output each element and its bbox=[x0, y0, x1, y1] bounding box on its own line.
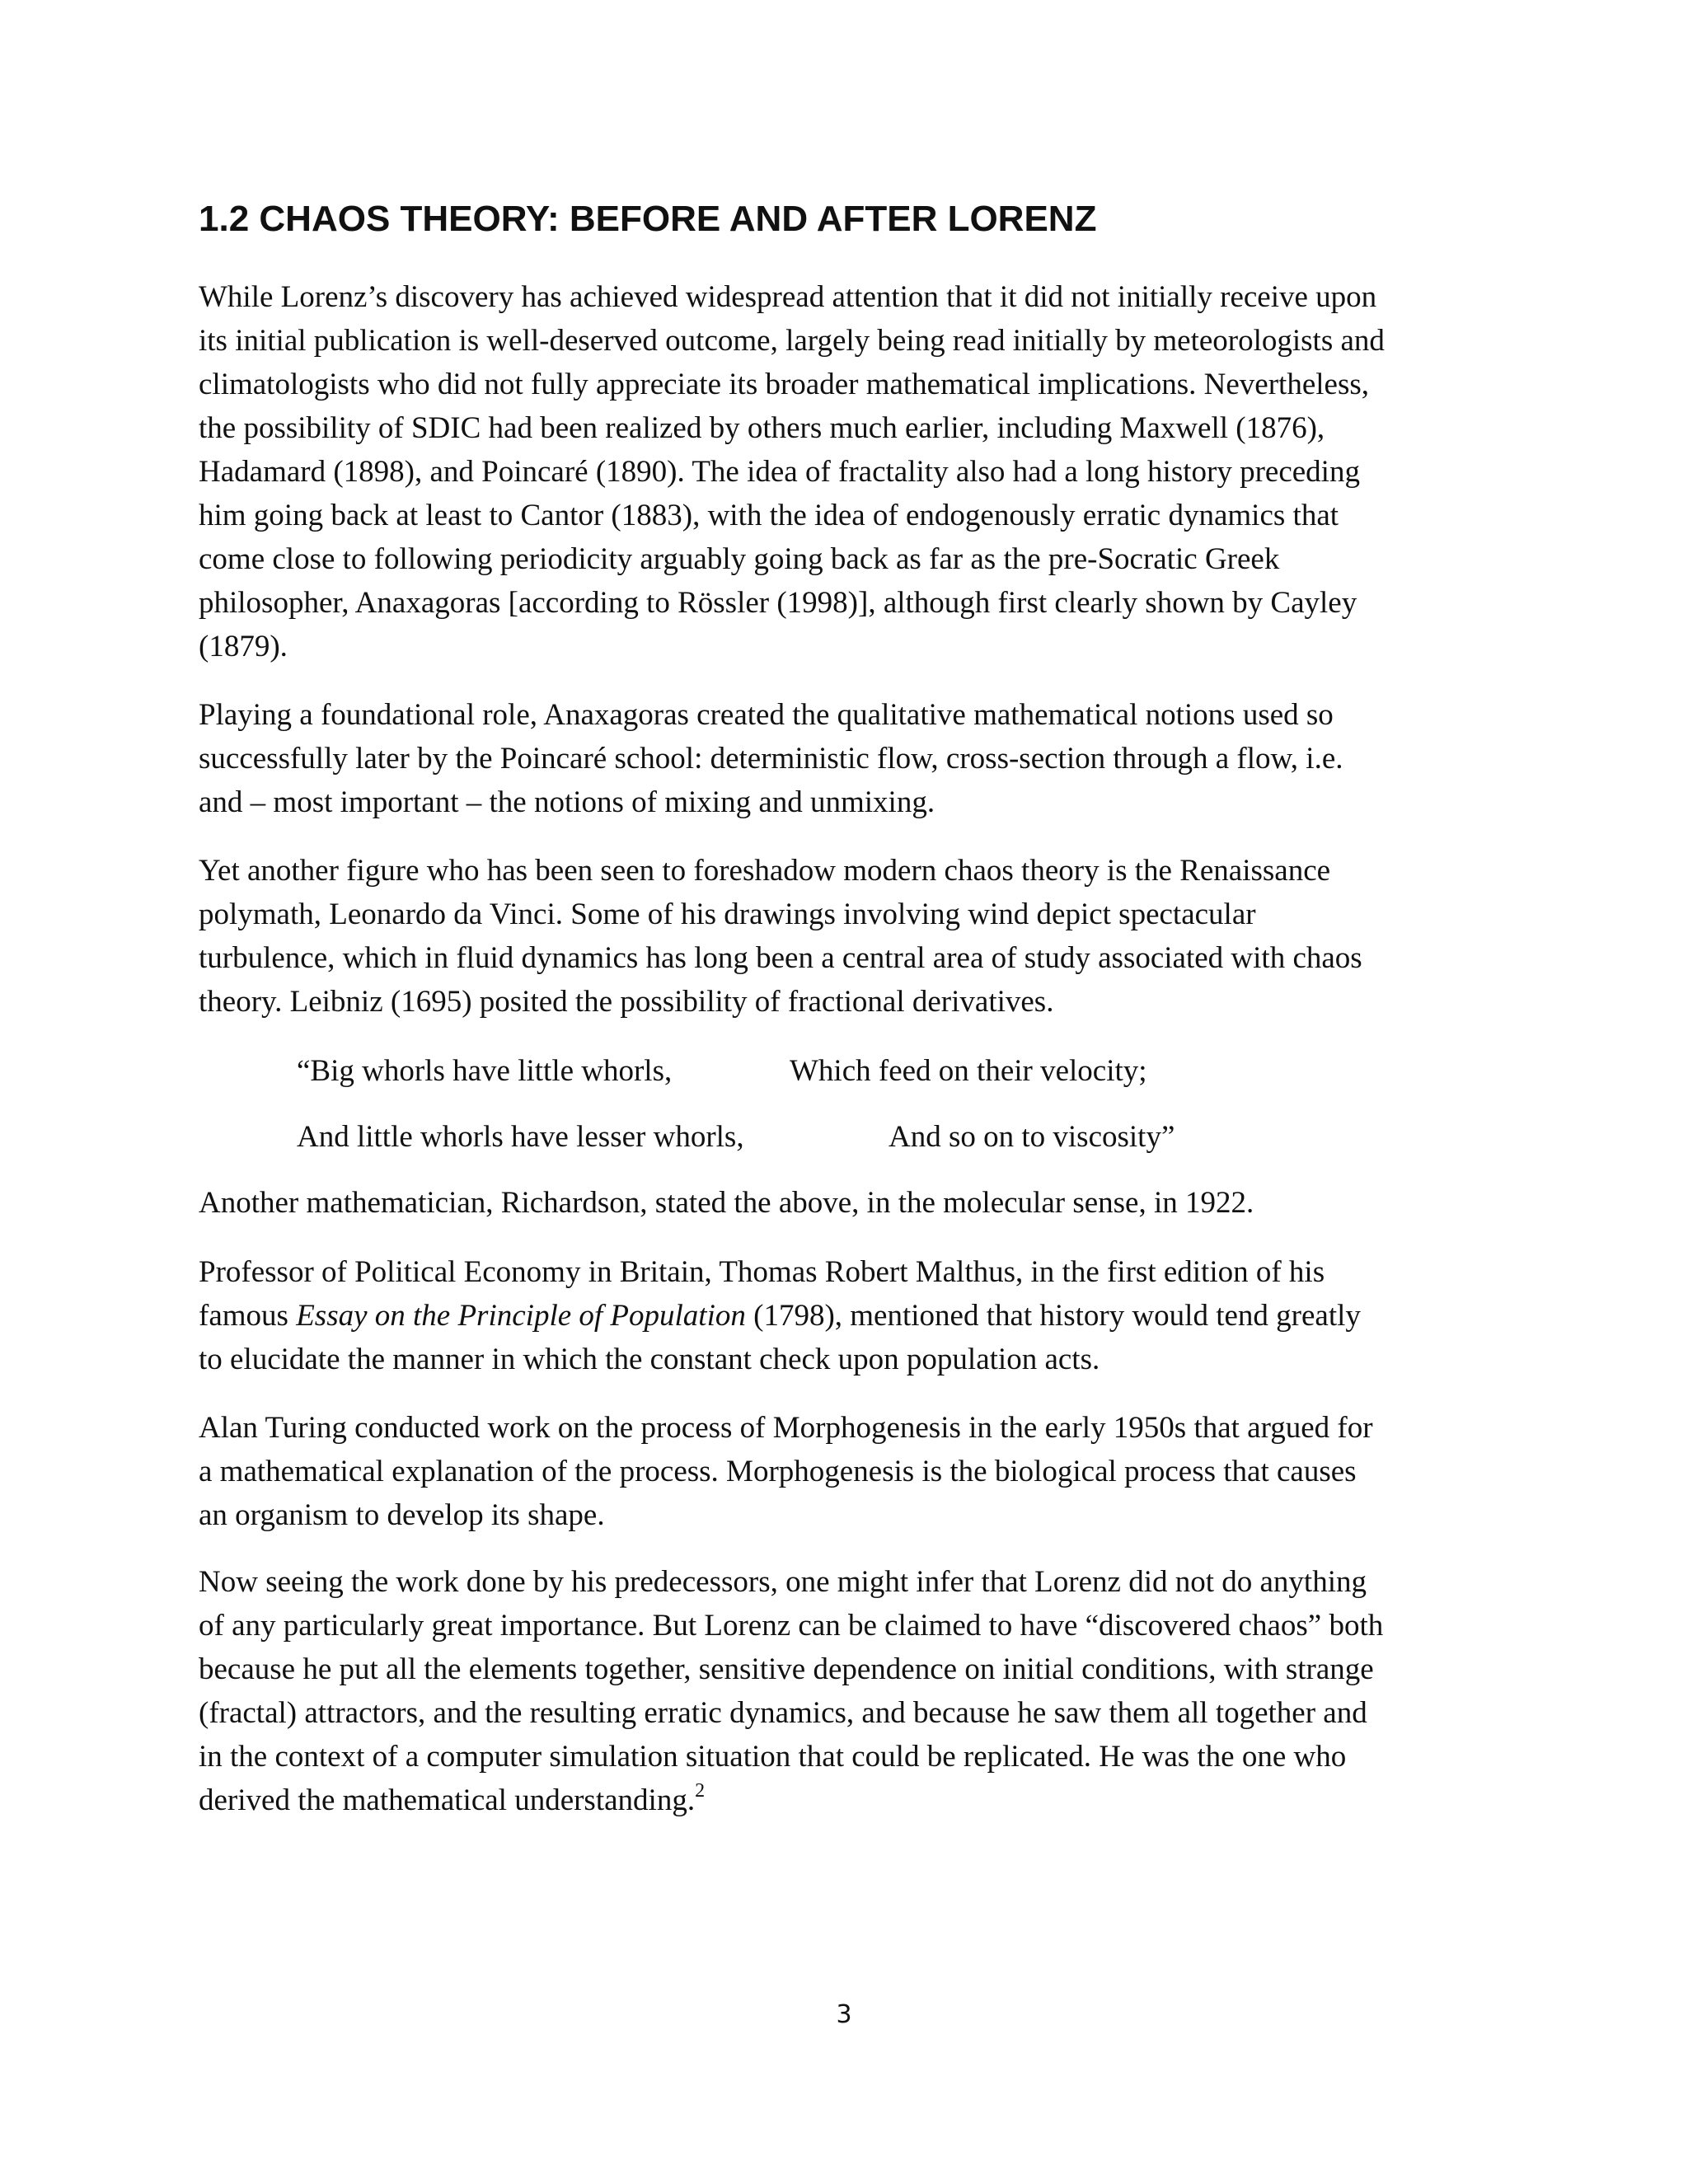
text-line: come close to following periodicity arguably going back as far as the pre-Socratic Greek bbox=[199, 542, 1280, 576]
text-line: him going back at least to Cantor (1883), with the idea of endogenously erratic dynamics that bbox=[199, 499, 1339, 532]
text-line: a mathematical explanation of the process. Morphogenesis is the biological process that causes bbox=[199, 1455, 1357, 1488]
poem-line-1-right: Which feed on their velocity; bbox=[790, 1054, 1147, 1088]
footnote-marker[interactable]: 2 bbox=[695, 1780, 706, 1802]
book-title: Essay on the Principle of Population bbox=[296, 1299, 746, 1333]
text-line: because he put all the elements together, sensitive dependence on initial conditions, with strange bbox=[199, 1652, 1374, 1686]
text-line: (1879). bbox=[199, 630, 288, 663]
text-line: the possibility of SDIC had been realized by others much earlier, including Maxwell (1876), bbox=[199, 411, 1325, 445]
paragraph-richardson bbox=[199, 1181, 1493, 1225]
text-line: Professor of Political Economy in Britain, Thomas Robert Malthus, in the first edition of his bbox=[199, 1255, 1325, 1289]
paragraph-da-vinci bbox=[199, 849, 1493, 1024]
text-line: to elucidate the manner in which the constant check upon population acts. bbox=[199, 1343, 1100, 1376]
text-line: an organism to develop its shape. bbox=[199, 1498, 605, 1532]
text-segment: famous bbox=[199, 1299, 297, 1333]
text-line bbox=[199, 1779, 1493, 1822]
text-segment: derived the mathematical understanding. bbox=[199, 1783, 696, 1817]
text-segment: (1798), mentioned that history would tend greatly bbox=[745, 1299, 1361, 1333]
text-line: climatologists who did not fully appreciate its broader mathematical implications. Nevertheless, bbox=[199, 368, 1370, 401]
text-line: in the context of a computer simulation situation that could be replicated. He was the one who bbox=[199, 1740, 1347, 1774]
page-number: 3 bbox=[836, 2000, 852, 2029]
text-line: successfully later by the Poincaré school: deterministic flow, cross-section through a flow, i.e. bbox=[199, 742, 1343, 776]
paragraph-lorenz-contribution bbox=[199, 1560, 1493, 1822]
paragraph-turing bbox=[199, 1406, 1493, 1537]
text-line: theory. Leibniz (1695) posited the possibility of fractional derivatives. bbox=[199, 985, 1054, 1019]
poem-line-2-right: And so on to viscosity” bbox=[889, 1120, 1175, 1154]
text-line: While Lorenz’s discovery has achieved widespread attention that it did not initially receive upon bbox=[199, 280, 1377, 314]
poem-line-2-left: And little whorls have lesser whorls, bbox=[297, 1120, 744, 1154]
paragraph-malthus bbox=[199, 1250, 1493, 1381]
text-line: Another mathematician, Richardson, stated the above, in the molecular sense, in 1922. bbox=[199, 1186, 1254, 1220]
paragraph-anaxagoras bbox=[199, 693, 1493, 824]
text-line: philosopher, Anaxagoras [according to Rössler (1998)], although first clearly shown by Cayley bbox=[199, 586, 1357, 620]
section-heading: 1.2 CHAOS THEORY: BEFORE AND AFTER LORENZ bbox=[199, 199, 1097, 239]
text-line: turbulence, which in fluid dynamics has long been a central area of study associated with chaos bbox=[199, 941, 1362, 975]
paragraph-lorenz-discovery bbox=[199, 275, 1493, 668]
text-line: Playing a foundational role, Anaxagoras created the qualitative mathematical notions used so bbox=[199, 698, 1334, 732]
text-line: (fractal) attractors, and the resulting erratic dynamics, and because he saw them all together and bbox=[199, 1696, 1367, 1730]
text-line: Alan Turing conducted work on the process of Morphogenesis in the early 1950s that argued for bbox=[199, 1411, 1373, 1445]
text-line: and – most important – the notions of mixing and unmixing. bbox=[199, 785, 935, 819]
text-line: polymath, Leonardo da Vinci. Some of his drawings involving wind depict spectacular bbox=[199, 898, 1256, 931]
poem-line-1-left: “Big whorls have little whorls, bbox=[297, 1054, 673, 1088]
text-line bbox=[199, 1294, 1493, 1338]
text-line: Hadamard (1898), and Poincaré (1890). The idea of fractality also had a long history preceding bbox=[199, 455, 1360, 489]
text-line: its initial publication is well-deserved outcome, largely being read initially by meteorologists and bbox=[199, 324, 1385, 358]
text-line: Yet another figure who has been seen to foreshadow modern chaos theory is the Renaissance bbox=[199, 854, 1331, 888]
text-line: of any particularly great importance. But Lorenz can be claimed to have “discovered chaos” both bbox=[199, 1609, 1384, 1643]
text-line: Now seeing the work done by his predecessors, one might infer that Lorenz did not do anything bbox=[199, 1565, 1367, 1599]
